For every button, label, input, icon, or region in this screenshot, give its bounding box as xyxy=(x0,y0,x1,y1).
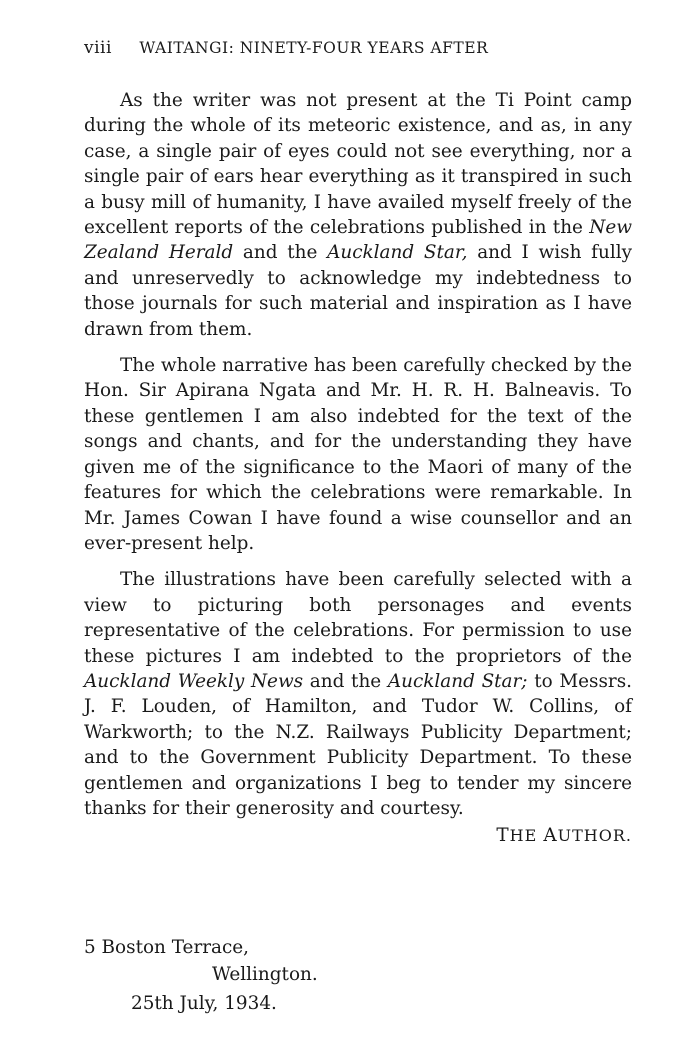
newspaper-title-star-2: Auckland Star; xyxy=(387,670,528,692)
author-signature: THE AUTHOR. xyxy=(496,825,632,847)
address-line-1: 5 Boston Terrace, xyxy=(84,937,250,958)
paragraph-1-text-c: and I wish fully and unreservedly to acknowledge my indebtedness to those journals for such material and inspiration as I have drawn from them. xyxy=(84,242,632,340)
page-number: viii xyxy=(84,38,112,58)
date: 25th July, 1934. xyxy=(131,993,277,1014)
paragraph-3-text-c: to Messrs. J. F. Louden, of Hamilton, and Tudor W. Collins, of Warkworth; to the N.Z. Railways Publicity Department; and to the Government Publicity Department. To these gentlemen and organizations I beg to tender my sincere thanks for their generosity and courtesy. xyxy=(84,670,632,819)
newspaper-title-star: Auckland Star, xyxy=(327,242,468,264)
paragraph-1-text-b: and the xyxy=(233,242,328,264)
newspaper-title-weekly-news: Auckland Weekly News xyxy=(84,670,304,692)
newspaper-title-herald: New Zealand Herald xyxy=(84,217,632,264)
book-title: WAITANGI: NINETY-FOUR YEARS AFTER xyxy=(139,39,489,57)
running-head xyxy=(84,38,632,58)
paragraph-3-text-b: and the xyxy=(303,670,388,692)
paragraph-3 xyxy=(84,567,632,821)
paragraph-2-text: The whole narrative has been carefully checked by the Hon. Sir Apirana Ngata and Mr. H. R. H. Balneavis. To these gentlemen I am also indebted for the text of the songs and chants, and for the understanding they have given me of the significance to the Maori of many of the features for which the celebrations were remarkable. In Mr. James Cowan I have found a wise counsellor and an ever-present help. xyxy=(84,355,632,554)
paragraph-1-text-a: As the writer was not present at the Ti Point camp during the whole of its meteoric existence, and as, in any case, a single pair of eyes could not see everything, nor a single pair of ears hear everything as it transpired in such a busy mill of humanity, I have availed myself freely of the excellent reports of the celebrations published in the xyxy=(84,90,632,239)
preface-body xyxy=(84,88,632,849)
paragraph-1 xyxy=(84,88,632,342)
address xyxy=(84,934,318,988)
paragraph-2 xyxy=(84,353,632,556)
address-line-2: Wellington. xyxy=(212,964,318,985)
paragraph-3-text-a: The illustrations have been carefully selected with a view to picturing both personages and events representative of the celebrations. For permission to use these pictures I am indebted to the proprietors of the xyxy=(84,569,632,667)
